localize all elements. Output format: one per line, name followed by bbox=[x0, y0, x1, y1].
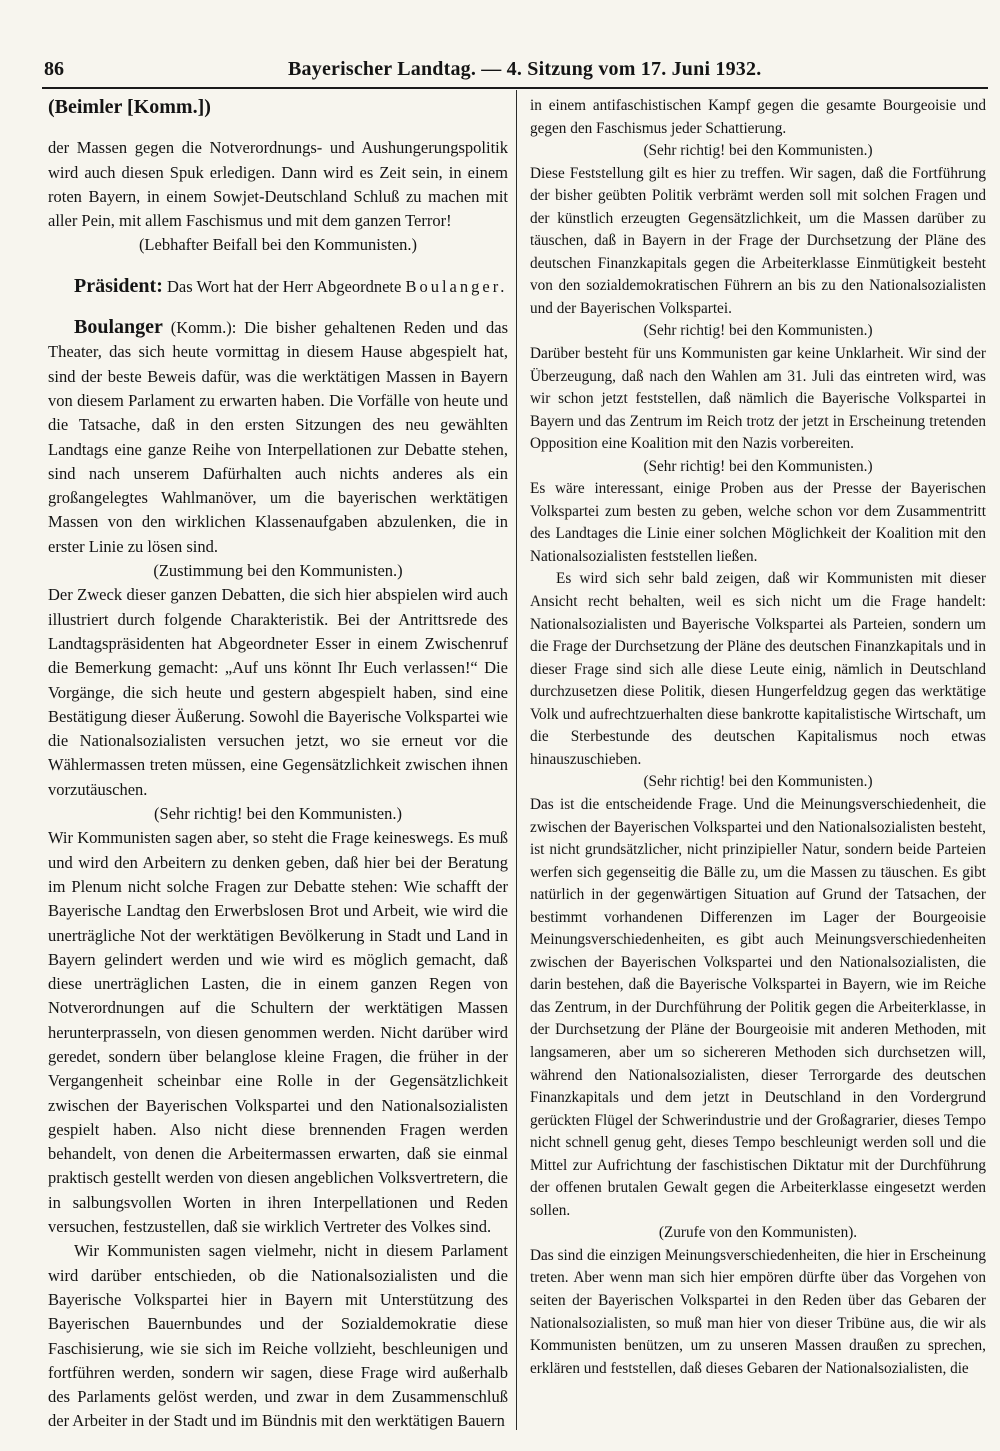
page-number: 86 bbox=[44, 58, 64, 80]
boulanger-text: Die bisher gehaltenen Reden und das Theater, das sich heute vormittag in diesem Hause abgespielt hat, sind der beste Beweis dafür, was die werktätigen Massen in Bayern von diesem Parlament zu erwarten haben. Die Vorfälle von heute und die Tatsache, daß in den ersten Sitzungen des neu gewählten Landtags eine ganze Reihe von Interpellationen zur Debatte stehen, sind nach unserem Dafürhalten auch nichts anderes als ein großangelegtes Wahlmanöver, um die bayerischen werktätigen Massen von den wirklichen Klassenaufgaben abzulenken, die in erster Linie zu lösen sind. bbox=[48, 318, 508, 556]
paragraph: in einem antifaschistischen Kampf gegen die gesamte Bourgeoisie und gegen den Faschismus jeder Schattierung. bbox=[530, 97, 986, 137]
president-name: Boulanger. bbox=[405, 276, 508, 296]
boulanger-party: (Komm.): bbox=[162, 318, 245, 338]
paragraph: Das sind die einzigen Meinungsverschiedenheiten, die hier in Erscheinung treten. Aber wenn man sich hier empören dürfte über das Vorgehen von seiten der Bayerischen Volkspartei in den Reden über das Gebaren der Nationalsozialisten, so muß man hier von dieser Tribüne aus, die wir als Kommunisten benützen, um zu unseren Massen draußen zu sprechen, erklären und feststellen, daß dieses Gebaren der Nationalsozialisten, die bbox=[530, 1246, 986, 1377]
interjection: (Sehr richtig! bei den Kommunisten.) bbox=[643, 322, 873, 340]
paragraph: Es wird sich sehr bald zeigen, daß wir Kommunisten mit dieser Ansicht recht behalten, weil es sich nicht um die Frage handelt: Nationalsozialisten und Bayerische Volkspartei als Parteien, sondern um die Frage der Durchsetzung der Pläne des deutschen Finanzkapitals und in dieser Frage sind sich alle diese Leute einig, nämlich in Deutschland durchzusetzen diese Politik, diesen Hungerfeldzug gegen das werktätige Volk und aufrechtzuerhalten diese bankrotte kapitalistische Wirtschaft, um die Sterbestunde des deutschen Kapitalismus noch etwas hinauszuschieben. bbox=[530, 570, 986, 768]
interjection: (Zustimmung bei den Kommunisten.) bbox=[153, 561, 403, 581]
interjection: (Zurufe von den Kommunisten). bbox=[658, 1224, 858, 1242]
running-head: Bayerischer Landtag. — 4. Sitzung vom 17. Juni 1932. bbox=[288, 58, 762, 80]
continued-speaker-head bbox=[48, 95, 508, 120]
column-rule bbox=[516, 90, 517, 1430]
paragraph: Es wäre interessant, einige Proben aus der Presse der Bayerischen Volkspartei zum besten zu geben, welche schon vor dem Zusammentritt des Landtages die Linie einer solchen Möglichkeit der Koalition mit den Nationalsozialisten feststellen ließen. bbox=[530, 480, 986, 565]
paragraph: Darüber besteht für uns Kommunisten gar keine Unklarheit. Wir sind der Überzeugung, daß nach den Wahlen am 31. Juli das eintreten wird, was wir schon jetzt feststellen, daß nämlich die Bayerische Volkspartei in Bayern und das Zentrum im Reich trotz der jetzt in Erscheinung tretenden Opposition eine Koalition mit den Nazis vorbereiten. bbox=[530, 345, 986, 453]
right-column bbox=[530, 95, 986, 1380]
paragraph: der Massen gegen die Notverordnungs- und Aushungerungspolitik wird auch diesen Spuk erledigen. Dann wird es Zeit sein, in einem roten Bayern, in einem Sowjet-Deutschland Schluß zu machen mit aller Pein, mit allem Faschismus und mit dem ganzen Terror! bbox=[48, 138, 508, 231]
paragraph: Der Zweck dieser ganzen Debatten, die sich hier abspielen wird auch illustriert durch folgende Charakteristik. Bei der Antrittsrede des Landtagspräsidenten hat Abgeordneter Esser in einem Zwischenruf die Bemerkung gemacht: „Auf uns könnt Ihr Euch verlassen!“ Die Vorgänge, die sich heute und gestern abgespielt haben, sind eine Bestätigung dieser Äußerung. Sowohl die Bayerische Volkspartei wie die Nationalsozialisten versuchen jetzt, wo sie erneut vor die Wählermassen treten müssen, eine Gegensätzlichkeit zwischen ihnen vorzutäuschen. bbox=[48, 585, 508, 799]
interjection: (Lebhafter Beifall bei den Kommunisten.) bbox=[138, 235, 418, 255]
president-label: Präsident: bbox=[74, 274, 163, 297]
page-header bbox=[44, 56, 988, 86]
interjection: (Sehr richtig! bei den Kommunisten.) bbox=[643, 457, 873, 475]
president-paragraph bbox=[48, 274, 508, 299]
left-column bbox=[48, 95, 508, 1434]
interjection: (Sehr richtig! bei den Kommunisten.) bbox=[154, 804, 402, 824]
boulanger-paragraph bbox=[48, 315, 508, 559]
paragraph: Wir Kommunisten sagen aber, so steht die Frage keineswegs. Es muß und wird den Arbeitern zu denken geben, daß hier bei der Beratung im Plenum nicht solche Fragen zur Debatte stehen: Wie schafft der Bayerische Landtag den Erwerbslosen Brot und Arbeit, wie wird die unerträgliche Not der werktätigen Bevölkerung in Stadt und Land in Bayern gelindert werden und wie wird es möglich gemacht, daß diese unerträglichen Lasten, die in einem ganzen Regen von Notverordnungen auf die Schultern der werktätigen Massen herunterprasseln, von diesen genommen werden. Nicht darüber wird geredet, sondern über belanglose kleine Fragen, die früher in der Vergangenheit scheinbar eine Rolle in der Gegensätzlichkeit zwischen der Bayerischen Volkspartei und den Nationalsozialisten gespielt haben. Also nicht diese brennenden Fragen werden behandelt, von denen die Arbeitermassen erwarten, daß sie einmal praktisch gestellt werden von diesen angeblichen Volksvertretern, die in salbungsvollen Worten in ihren Interpellationen und Reden versuchen, festzustellen, daß sie wirklich Vertreter des Volkes sind. bbox=[48, 828, 508, 1237]
paragraph: Das ist die entscheidende Frage. Und die Meinungsverschiedenheit, die zwischen der Bayerischen Volkspartei und den Nationalsozialisten besteht, ist nicht grundsätzlicher, nicht prinzipieller Natur, sondern beide Parteien werfen sich gegenseitig die Bälle zu, um die Massen zu täuschen. Es gibt natürlich in der gegenwärtigen Situation auf Grund der Tatsachen, der bestimmt vorhandenen Differenzen im Lager der Bourgeoisie Meinungsverschiedenheiten, es gibt auch Meinungsverschiedenheiten zwischen der Bayerischen Volkspartei und den Nationalsozialisten, die darin bestehen, daß die Bayerische Volkspartei in Bayern, wie im Reiche das Zentrum, in der Durchführung der Politik gegen die Arbeiterklasse, in der Durchsetzung der Pläne der Bourgeoisie mit anderen Methoden, mit langsameren, aber um so sichereren Methoden sich durchsetzen will, während den Nationalsozialisten, dieser Terrorgarde des deutschen Finanzkapitals und dem jetzt in Deutschland in den Vordergrund gerückten Flügel der Schwerindustrie und der Großagrarier, dieses Tempo nicht schnell genug geht, dieses Tempo beschleunigt werden soll und die Mittel zur Aufrichtung der faschistischen Diktatur mit der Durchführung der offenen brutalen Gewalt gegen die Arbeiterklasse eingesetzt werden sollen. bbox=[530, 795, 986, 1219]
speaker-head: (Beimler [Komm.]) bbox=[48, 96, 211, 118]
interjection: (Sehr richtig! bei den Kommunisten.) bbox=[643, 773, 873, 791]
interjection: (Sehr richtig! bei den Kommunisten.) bbox=[643, 142, 873, 160]
paragraph: Wir Kommunisten sagen vielmehr, nicht in diesem Parlament wird darüber entschieden, ob die Nationalsozialisten und die Bayerische Volkspartei hier in Bayern mit Unterstützung des Bayerischen Bauernbundes und der Sozialdemokratie diese Faschisierung, wie sie sich im Reiche vollzieht, beschleunigen und fortführen werden, sondern wir sagen, diese Frage wird außerhalb des Parlaments gelöst werden, und zwar in dem Zusammenschluß der Arbeiter in der Stadt und im Bündnis mit den werktätigen Bauern bbox=[48, 1241, 508, 1431]
paragraph: Diese Feststellung gilt es hier zu treffen. Wir sagen, daß die Fortführung der bisher geübten Politik verbrämt werden soll mit solchen Fragen und der künstlich erzeugten Gegensätzlichkeit, um die Massen darüber zu täuschen, daß in Bayern in der Frage der Durchsetzung der Pläne des deutschen Finanzkapitals gegen die Arbeiterklasse Einmütigkeit besteht von den sozialdemokratischen Führern an bis zu den Nationalsozialisten und der Bayerischen Volkspartei. bbox=[530, 164, 986, 317]
president-text: Das Wort hat der Herr Abgeordnete bbox=[162, 276, 406, 296]
boulanger-label: Boulanger bbox=[74, 316, 163, 339]
header-rule bbox=[42, 87, 988, 89]
